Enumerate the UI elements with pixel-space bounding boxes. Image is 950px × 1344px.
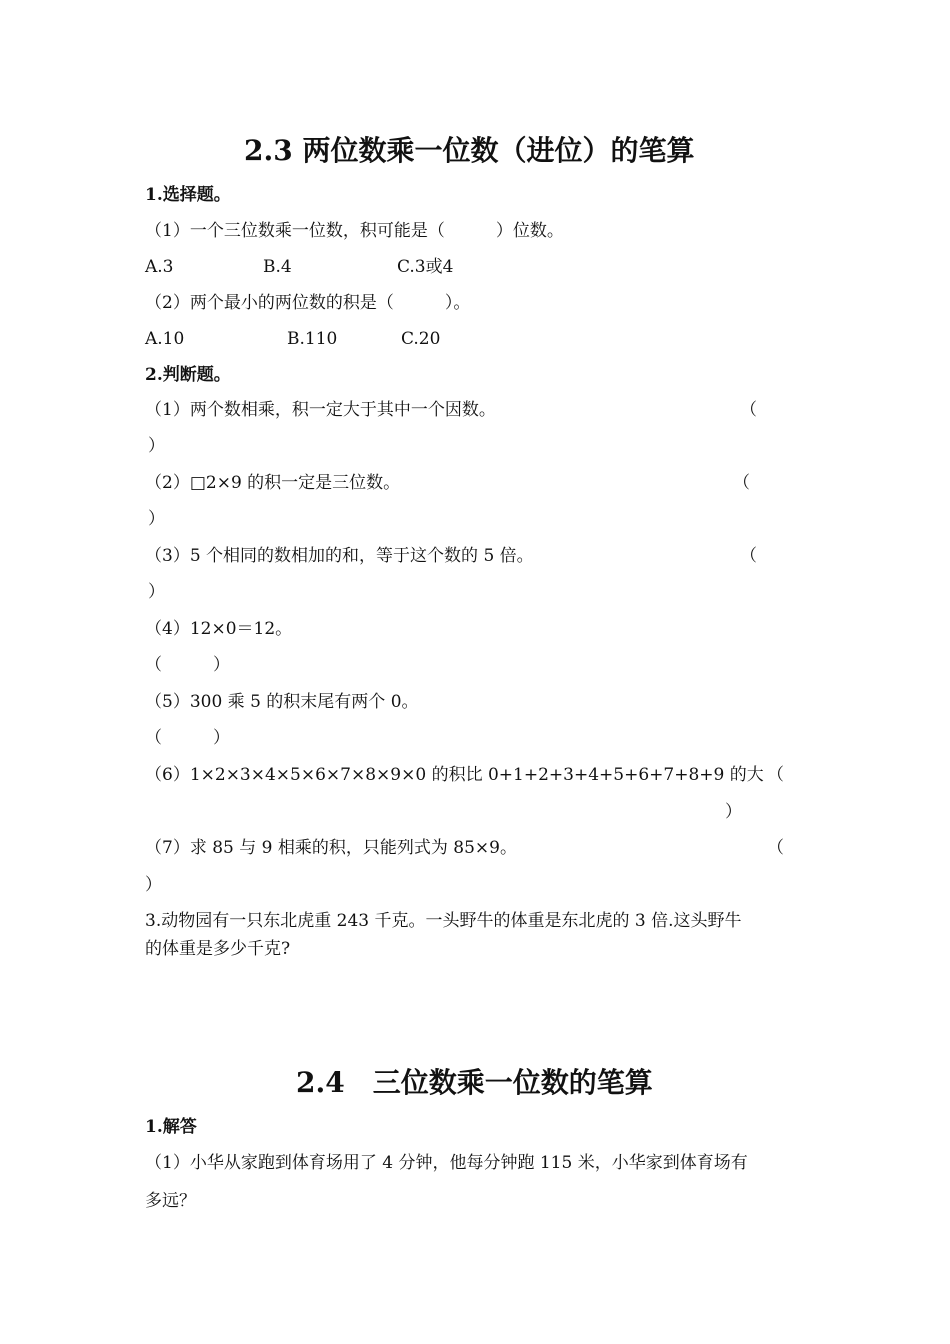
q2-item-3-paren-close: ） (148, 582, 165, 602)
q1-sub1-text: （1）一个三位数乘一位数，积可能是（ ）位数。 (145, 221, 564, 241)
q3-line-2: 的体重是多少千克? (145, 939, 291, 959)
q2-item-3-paren-open: （ (740, 546, 757, 566)
q3-line-1: 3.动物园有一只东北虎重 243 千克。一头野牛的体重是东北虎的 3 倍.这头野牛 (145, 911, 742, 931)
q1-sub1-option-a: A.3 (145, 257, 174, 277)
q2-item-1-text: （1）两个数相乘，积一定大于其中一个因数。 (145, 400, 496, 420)
q1-sub2-option-b: B.110 (287, 329, 338, 349)
q2-item-2-paren-open: （ (733, 473, 750, 493)
q1-sub1-option-b: B.4 (263, 257, 292, 277)
q2-heading: 2.判断题。 (145, 365, 231, 385)
q2-item-5-paren: （ ） (145, 728, 230, 748)
q1-heading: 1.选择题。 (145, 185, 231, 205)
q2-item-2-paren-close: ） (148, 509, 165, 529)
s2-q1-line-2: 多远？ (145, 1191, 196, 1211)
q2-item-5-text: （5）300 乘 5 的积末尾有两个 0。 (145, 692, 419, 712)
q2-item-7-paren-open: （ (767, 838, 784, 858)
q1-sub2-option-c: C.20 (401, 329, 441, 349)
section-title-2-4: 2.4 三位数乘一位数的笔算 (296, 1066, 653, 1099)
q2-item-6-paren-open: （ (767, 765, 784, 785)
q1-sub2-text: （2）两个最小的两位数的积是（ ）。 (145, 293, 471, 313)
q2-item-1-paren-close: ） (148, 436, 165, 456)
s2-q1-line-1: （1）小华从家跑到体育场用了 4 分钟，他每分钟跑 115 米，小华家到体育场有 (145, 1153, 748, 1173)
section-title-2-3: 2.3 两位数乘一位数（进位）的笔算 (244, 134, 695, 167)
s2-q1-heading: 1.解答 (145, 1117, 197, 1137)
q2-item-6-text: （6）1×2×3×4×5×6×7×8×9×0 的积比 0+1+2+3+4+5+6+7+8+9 的大 (145, 765, 764, 785)
q1-sub1-option-c: C.3或4 (397, 257, 454, 277)
q2-item-2-text: （2）□2×9 的积一定是三位数。 (145, 473, 401, 493)
q2-item-7-paren-close: ） (145, 875, 162, 895)
q2-item-4-paren: （ ） (145, 655, 230, 675)
q1-sub2-option-a: A.10 (145, 329, 185, 349)
q2-item-7-text: （7）求 85 与 9 相乘的积，只能列式为 85×9。 (145, 838, 517, 858)
q2-item-1-paren-open: （ (740, 400, 757, 420)
q2-item-6-paren-close: ） (725, 802, 742, 822)
q2-item-4-text: （4）12×0＝12。 (145, 619, 293, 639)
q2-item-3-text: （3）5 个相同的数相加的和，等于这个数的 5 倍。 (145, 546, 534, 566)
